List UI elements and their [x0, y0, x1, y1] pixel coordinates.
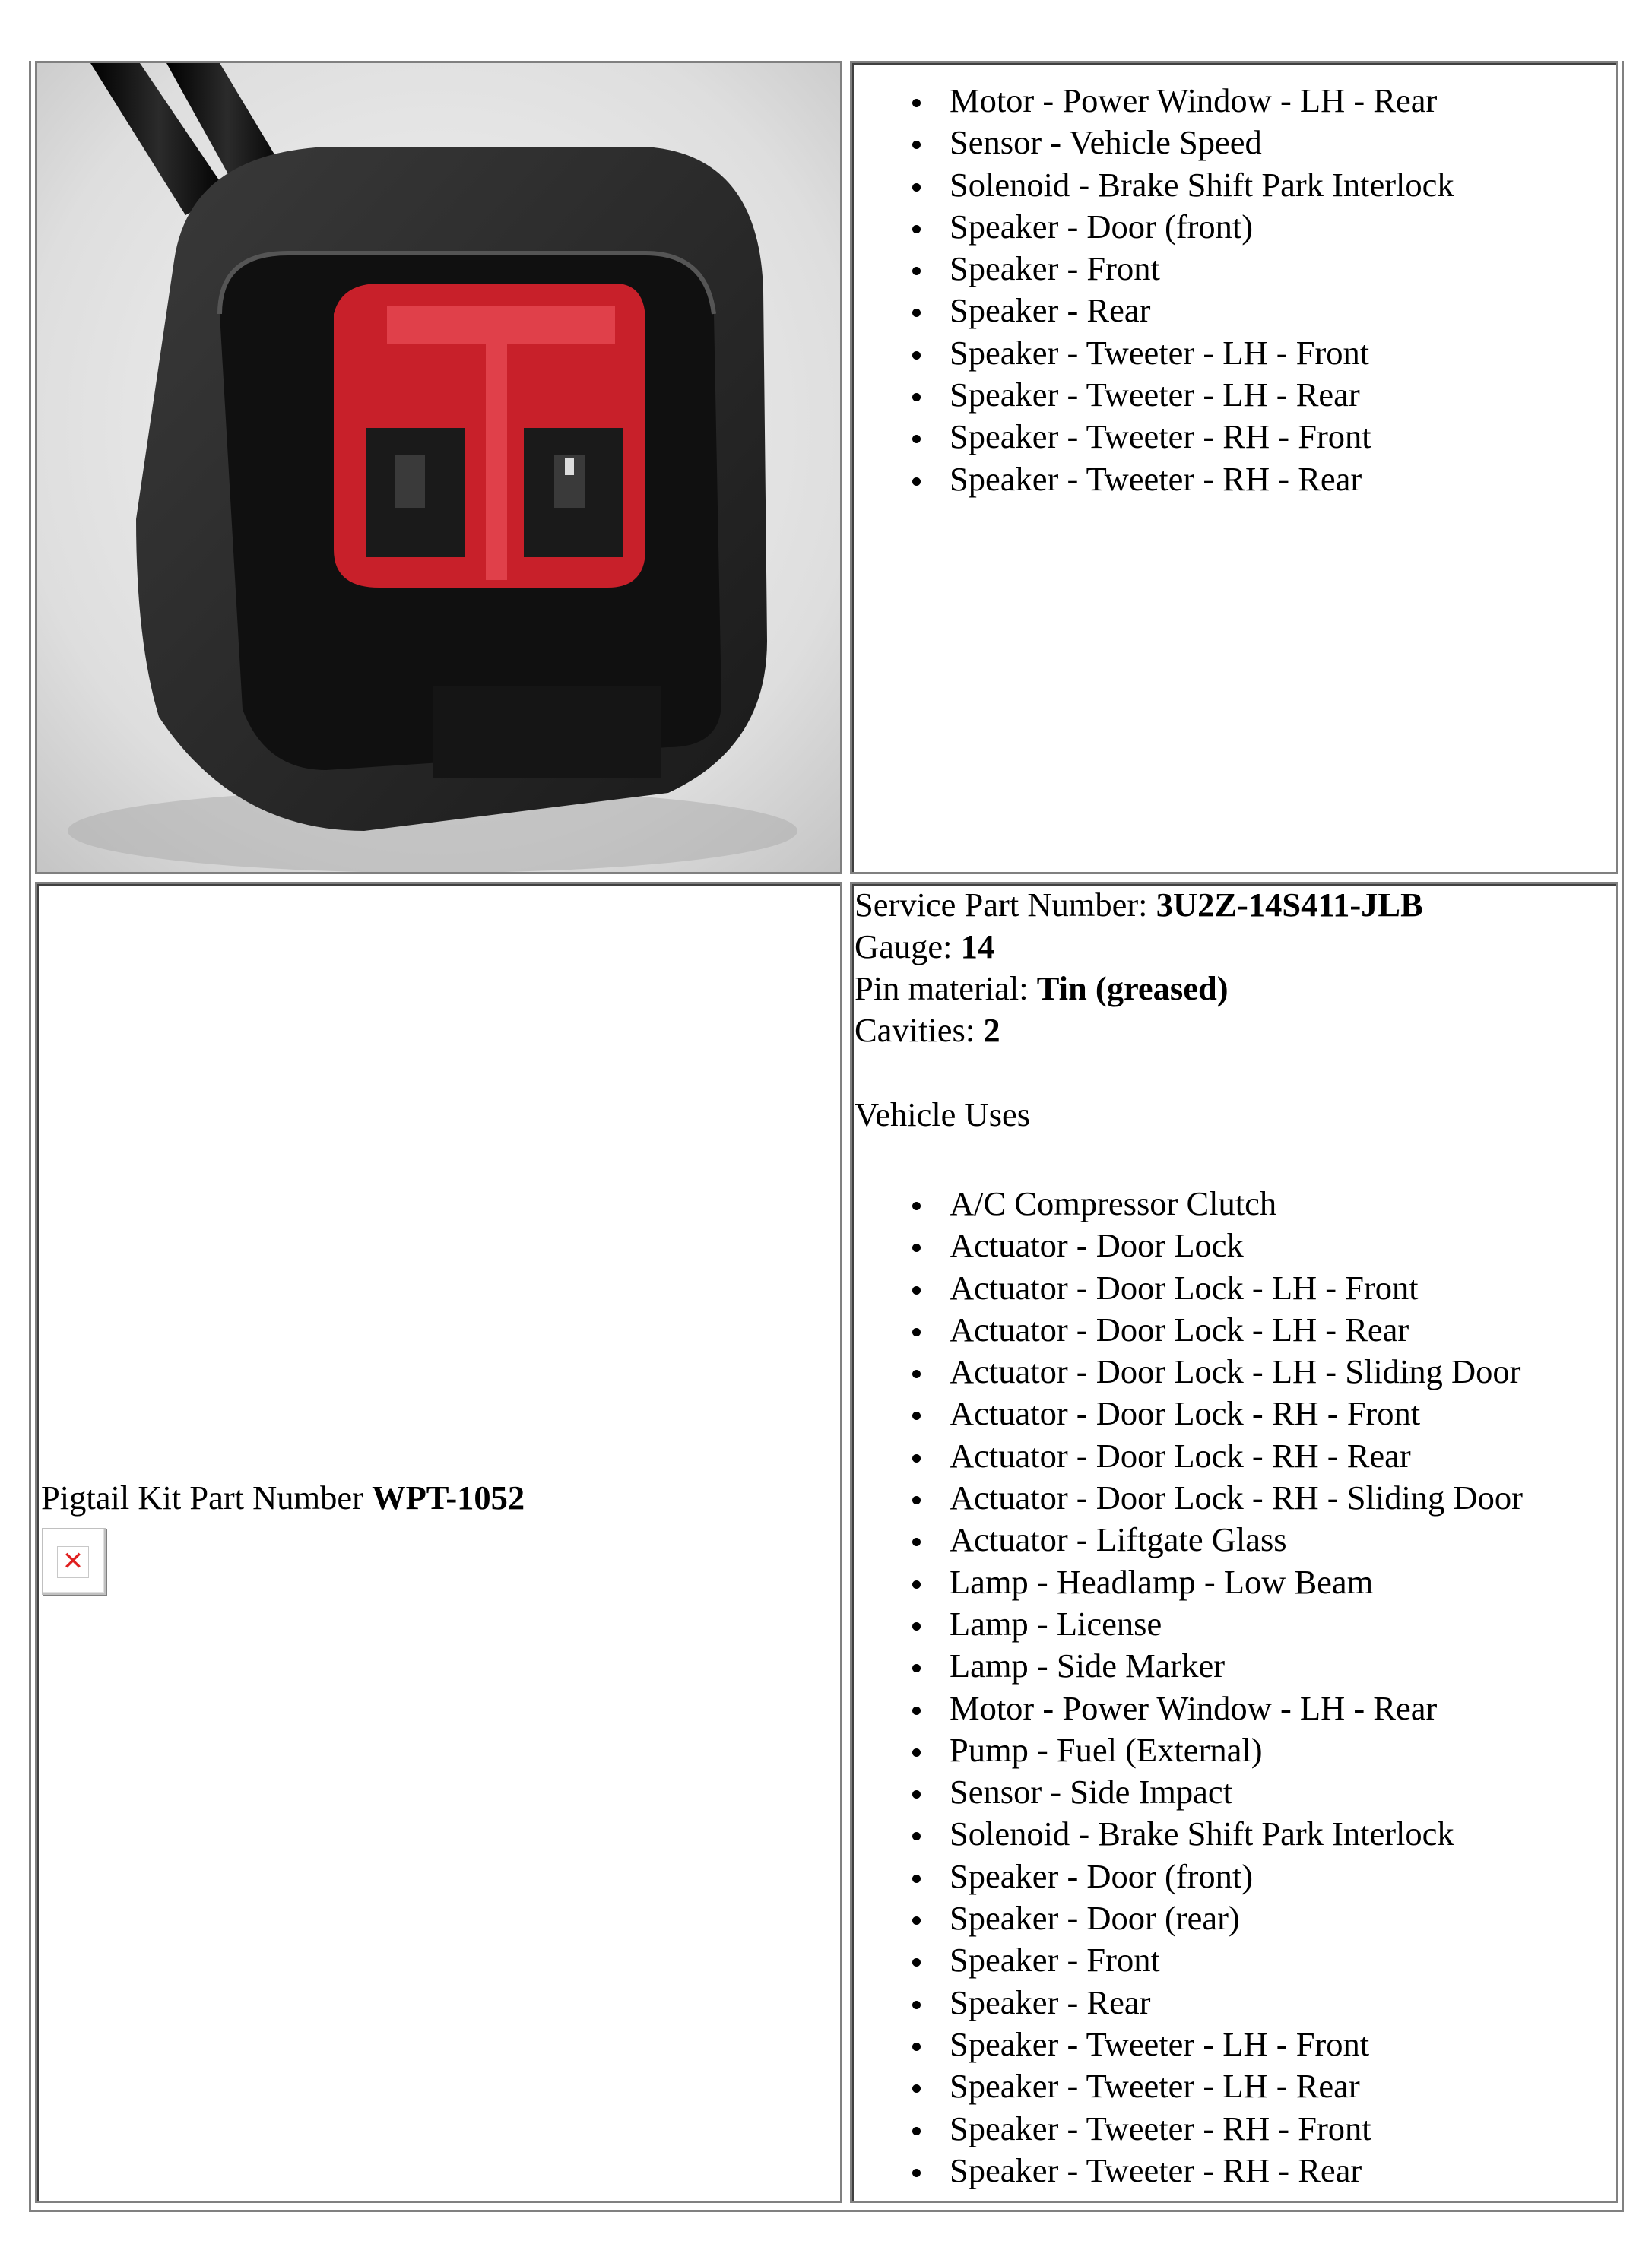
list-item: Speaker - Front — [852, 248, 1454, 290]
service-part-value: 3U2Z-14S411-JLB — [1156, 886, 1423, 924]
pigtail-kit-cell — [35, 882, 842, 2203]
service-info-cell — [850, 882, 1618, 2203]
list-item: Speaker - Rear — [852, 290, 1454, 331]
broken-image-glyph: ✕ — [57, 1546, 89, 1578]
list-item: Speaker - Door (front) — [852, 1856, 1523, 1897]
vehicle-uses-heading: Vehicle Uses — [855, 1095, 1031, 1133]
gauge-value: 14 — [960, 927, 995, 965]
broken-image-icon[interactable] — [42, 1528, 106, 1595]
pigtail-kit-line — [41, 1477, 525, 1519]
gauge-line — [855, 926, 994, 968]
service-part-line — [855, 884, 1423, 926]
list-item: Actuator - Door Lock - LH - Sliding Door — [852, 1351, 1523, 1393]
list-item: Actuator - Door Lock — [852, 1225, 1523, 1266]
cavities-line — [855, 1010, 1000, 1051]
list-item: Solenoid - Brake Shift Park Interlock — [852, 164, 1454, 206]
cavities-value: 2 — [983, 1011, 1000, 1049]
pin-material-value: Tin (greased) — [1036, 969, 1229, 1007]
list-item: Motor - Power Window - LH - Rear — [852, 1688, 1523, 1729]
list-item: Speaker - Front — [852, 1939, 1523, 1981]
list-item: Speaker - Tweeter - LH - Front — [852, 2024, 1523, 2065]
list-item: Speaker - Rear — [852, 1982, 1523, 2024]
list-item: Pump - Fuel (External) — [852, 1729, 1523, 1771]
list-item: Actuator - Door Lock - RH - Sliding Door — [852, 1477, 1523, 1519]
vehicle-uses-list — [852, 1183, 1523, 2192]
list-item: Lamp - Headlamp - Low Beam — [852, 1561, 1523, 1603]
vehicle-uses-list — [852, 80, 1454, 500]
connector-photo — [37, 63, 840, 872]
list-item: Speaker - Tweeter - LH - Rear — [852, 374, 1454, 416]
vehicle-uses-continued-cell — [850, 61, 1618, 874]
list-item: Speaker - Tweeter - RH - Rear — [852, 2150, 1523, 2192]
pigtail-kit-label: Pigtail Kit Part Number — [41, 1479, 373, 1517]
list-item: Speaker - Tweeter - RH - Front — [852, 416, 1454, 458]
list-item: Speaker - Door (rear) — [852, 1897, 1523, 1939]
list-item: Actuator - Door Lock - LH - Rear — [852, 1309, 1523, 1351]
list-item: Speaker - Tweeter - RH - Front — [852, 2108, 1523, 2150]
list-item: Sensor - Vehicle Speed — [852, 122, 1454, 163]
list-item: Lamp - Side Marker — [852, 1645, 1523, 1687]
list-item: Actuator - Door Lock - RH - Front — [852, 1393, 1523, 1434]
pigtail-kit-number: WPT-1052 — [372, 1479, 525, 1517]
list-item: Speaker - Door (front) — [852, 206, 1454, 248]
list-item: Motor - Power Window - LH - Rear — [852, 80, 1454, 122]
list-item: Solenoid - Brake Shift Park Interlock — [852, 1813, 1523, 1855]
list-item: Actuator - Liftgate Glass — [852, 1519, 1523, 1561]
list-item: Actuator - Door Lock - LH - Front — [852, 1267, 1523, 1309]
list-item: Speaker - Tweeter - LH - Rear — [852, 2065, 1523, 2107]
connector-photo-cell — [35, 61, 842, 874]
list-item: Speaker - Tweeter - RH - Rear — [852, 458, 1454, 500]
list-item: A/C Compressor Clutch — [852, 1183, 1523, 1225]
pin-material-label: Pin material: — [855, 969, 1037, 1007]
list-item: Lamp - License — [852, 1603, 1523, 1645]
cavities-label: Cavities: — [855, 1011, 984, 1049]
service-part-label: Service Part Number: — [855, 886, 1156, 924]
list-item: Actuator - Door Lock - RH - Rear — [852, 1435, 1523, 1477]
gauge-label: Gauge: — [855, 927, 961, 965]
list-item: Sensor - Side Impact — [852, 1771, 1523, 1813]
list-item: Speaker - Tweeter - LH - Front — [852, 332, 1454, 374]
pin-material-line — [855, 968, 1229, 1010]
